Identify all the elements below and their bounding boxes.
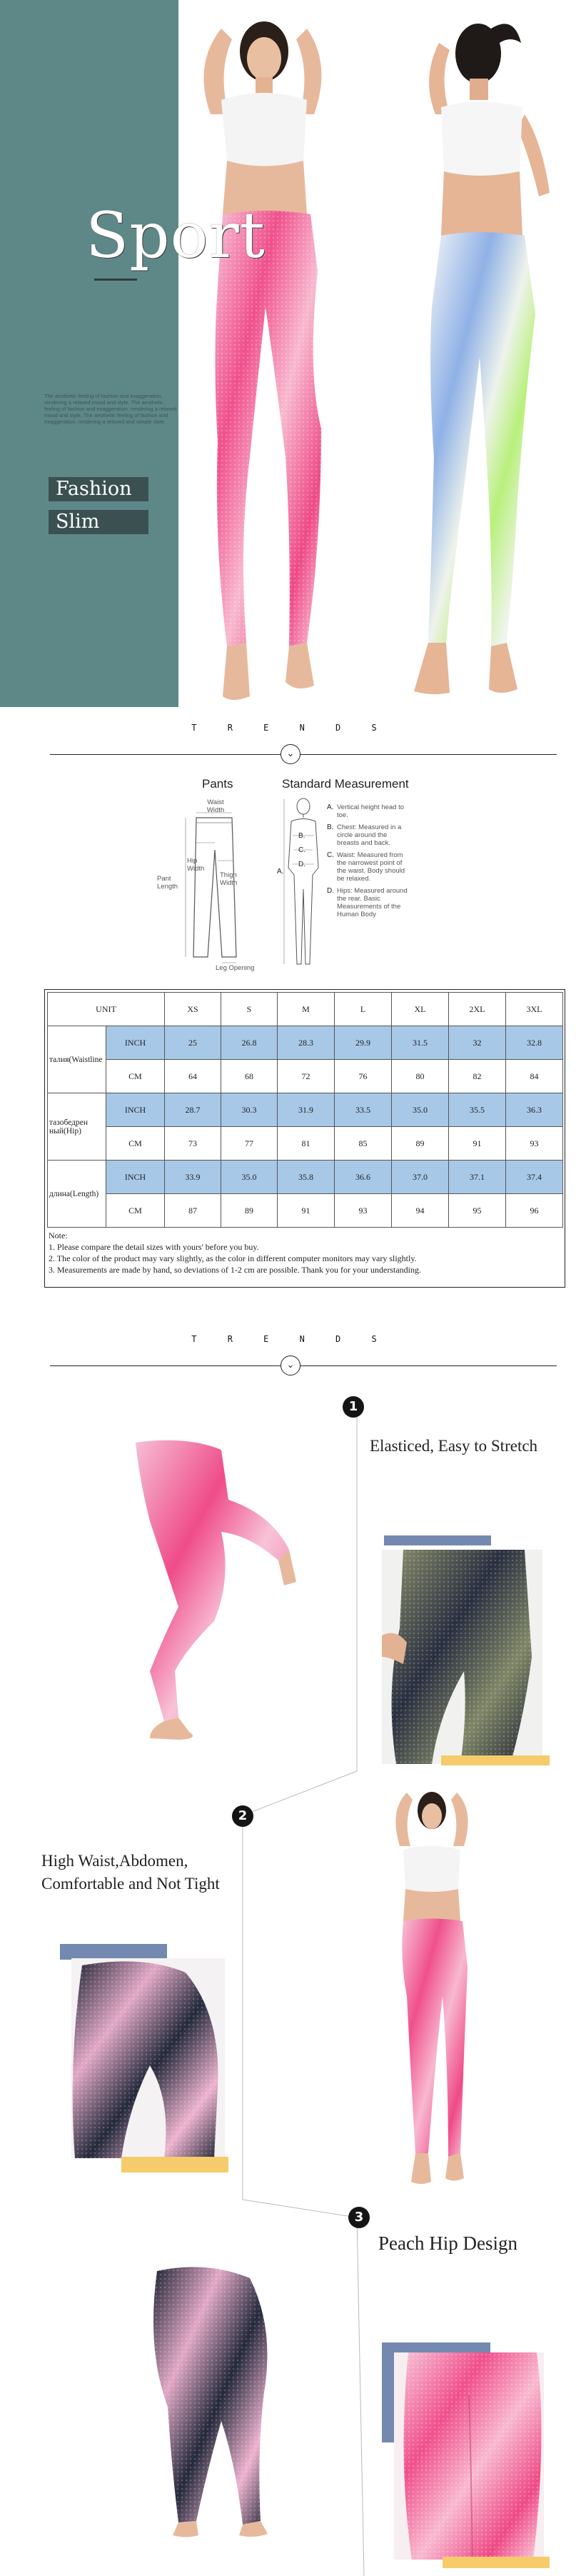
note-line: 1. Please compare the detail sizes with yours' before you buy. xyxy=(49,1242,259,1252)
table-cell: 87 xyxy=(165,1194,221,1228)
table-cell: 82 xyxy=(449,1060,506,1093)
table-row xyxy=(48,1060,563,1093)
note-heading: Note: xyxy=(49,1231,68,1241)
size-header: L xyxy=(335,993,392,1026)
table-row xyxy=(48,1161,563,1194)
table-cell: 28.3 xyxy=(278,1026,335,1060)
waist-width-label: Waist Width xyxy=(206,798,225,814)
decor-bar-blue xyxy=(384,1535,491,1545)
size-header: 3XL xyxy=(506,993,563,1026)
table-cell: 64 xyxy=(165,1060,221,1093)
table-cell: 35.5 xyxy=(449,1093,506,1127)
thigh-width-label: Thigh Width xyxy=(220,871,238,887)
unit-cell: INCH xyxy=(106,1161,165,1194)
table-cell: 94 xyxy=(392,1194,449,1228)
table-cell: 81 xyxy=(278,1127,335,1161)
feature-1-title: Elasticed, Easy to Stretch xyxy=(370,1437,538,1455)
feature-1-model-image xyxy=(107,1435,307,1743)
hero-model-front-image xyxy=(143,0,378,707)
table-cell: 35.0 xyxy=(221,1161,278,1194)
unit-cell: CM xyxy=(106,1194,165,1228)
chevron-down-icon: ⌄ xyxy=(281,744,300,764)
unit-cell: INCH xyxy=(106,1093,165,1127)
size-header: S xyxy=(221,993,278,1026)
table-cell: 37.4 xyxy=(506,1161,563,1194)
table-cell: 32 xyxy=(449,1026,506,1060)
row-group-waist: талия(Waistline xyxy=(48,1026,106,1093)
tag-fashion: Fashion xyxy=(49,477,148,501)
size-chart-notes xyxy=(49,1230,421,1276)
feature-number-3: 3 xyxy=(348,2207,370,2228)
unit-cell: CM xyxy=(106,1060,165,1093)
row-group-length: длина(Length) xyxy=(48,1161,106,1228)
table-cell: 35.8 xyxy=(278,1161,335,1194)
decor-bar-blue xyxy=(382,2342,490,2352)
size-header: XL xyxy=(392,993,449,1026)
hero-title-underline xyxy=(94,279,137,281)
unit-header: UNIT xyxy=(48,993,165,1026)
feature-2-model-image xyxy=(371,1782,492,2189)
measurement-steps xyxy=(327,803,413,918)
table-cell: 91 xyxy=(449,1127,506,1161)
decor-bar-yellow xyxy=(443,2557,550,2568)
body-figure-diagram xyxy=(278,796,328,971)
table-cell: 35.0 xyxy=(392,1093,449,1127)
table-cell: 33.5 xyxy=(335,1093,392,1127)
table-cell: 84 xyxy=(506,1060,563,1093)
size-header: M xyxy=(278,993,335,1026)
table-cell: 93 xyxy=(506,1127,563,1161)
trends-divider-2 xyxy=(50,1365,557,1366)
feature-3-model-image xyxy=(128,2264,293,2539)
tag-slim: Slim xyxy=(49,510,148,534)
letter-a-marker: A. xyxy=(277,868,284,876)
table-cell: 26.8 xyxy=(221,1026,278,1060)
letter-c-marker: C. xyxy=(298,846,305,854)
table-cell: 93 xyxy=(335,1194,392,1228)
table-cell: 37.0 xyxy=(392,1161,449,1194)
table-cell: 72 xyxy=(278,1060,335,1093)
decor-bar-yellow xyxy=(441,1755,550,1765)
table-cell: 68 xyxy=(221,1060,278,1093)
size-header: XS xyxy=(165,993,221,1026)
feature-3-hip-image xyxy=(394,2352,544,2560)
table-cell: 31.5 xyxy=(392,1026,449,1060)
table-cell: 95 xyxy=(449,1194,506,1228)
measurement-step: C. Waist: Measured from the narrowest point of the waist. Body should be relaxed. xyxy=(327,851,405,883)
decor-bar-blue-vertical xyxy=(382,2342,395,2442)
trends-divider-1 xyxy=(50,754,557,755)
table-cell: 80 xyxy=(392,1060,449,1093)
unit-cell: INCH xyxy=(106,1026,165,1060)
hip-width-label: Hip Width xyxy=(187,857,205,873)
chevron-down-icon: ⌄ xyxy=(281,1355,300,1375)
table-row xyxy=(48,1093,563,1127)
table-cell: 31.9 xyxy=(278,1093,335,1127)
letter-d-marker: D. xyxy=(298,861,305,868)
table-cell: 30.3 xyxy=(221,1093,278,1127)
feature-2-title: High Waist,Abdomen, Comfortable and Not Tight xyxy=(41,1852,220,1893)
table-cell: 33.9 xyxy=(165,1161,221,1194)
table-row xyxy=(48,1127,563,1161)
standard-measurement-title: Standard Measurement xyxy=(282,777,409,791)
note-line: 3. Measurements are made by hand, so deviations of 1-2 cm are possible. Thank you for your understanding. xyxy=(49,1265,421,1275)
table-cell: 29.9 xyxy=(335,1026,392,1060)
table-header-row xyxy=(48,993,563,1026)
row-group-hip: тазобедрен ный(Hip) xyxy=(48,1093,106,1161)
feature-2-waist-image xyxy=(71,1958,225,2158)
measurement-step: D. Hips: Measured around the rear. Basic Measurements of the Human Body xyxy=(327,887,408,918)
size-chart-table xyxy=(47,992,563,1228)
decor-bar-yellow xyxy=(121,2157,228,2172)
table-cell: 37.1 xyxy=(449,1161,506,1194)
pant-length-label: Pant Length xyxy=(157,875,178,891)
feature-3-title: Peach Hip Design xyxy=(378,2232,517,2254)
size-header: 2XL xyxy=(449,993,506,1026)
leg-opening-label: Leg Opening xyxy=(216,964,255,972)
table-cell: 96 xyxy=(506,1194,563,1228)
table-cell: 32.8 xyxy=(506,1026,563,1060)
measurement-step: A. Vertical height head to toe. xyxy=(327,803,405,819)
trends-heading-2: T R E N D S xyxy=(191,1334,390,1344)
table-cell: 28.7 xyxy=(165,1093,221,1127)
feature-number-1: 1 xyxy=(343,1396,364,1418)
table-cell: 85 xyxy=(335,1127,392,1161)
table-row xyxy=(48,1026,563,1060)
letter-b-marker: B. xyxy=(298,832,305,840)
hero-title: Sport xyxy=(86,199,266,272)
table-cell: 91 xyxy=(278,1194,335,1228)
hero-description: The aesthetic feeling of fashion and exaggeration, rendering a relaxed mood and style. The aesthetic feeling of fashion and exaggeration, rendering a relaxed mood and style. The aesthetic feeling of fashion and exaggeration, rendering a relaxed and simple style. xyxy=(44,393,177,425)
table-row xyxy=(48,1194,563,1228)
note-line: 2. The color of the product may vary slightly, as the color in different computer monitors may vary slightly. xyxy=(49,1253,417,1263)
decor-bar-blue xyxy=(60,1944,167,1960)
unit-cell: CM xyxy=(106,1127,165,1161)
table-cell: 89 xyxy=(221,1194,278,1228)
table-cell: 36.3 xyxy=(506,1093,563,1127)
table-cell: 73 xyxy=(165,1127,221,1161)
table-cell: 36.6 xyxy=(335,1161,392,1194)
table-cell: 76 xyxy=(335,1060,392,1093)
table-cell: 89 xyxy=(392,1127,449,1161)
feature-number-2: 2 xyxy=(232,1805,253,1827)
table-cell: 77 xyxy=(221,1127,278,1161)
measurement-step: B. Chest: Measured in a circle around the breasts and back. xyxy=(327,823,402,847)
pants-diagram-title: Pants xyxy=(202,777,233,791)
table-cell: 25 xyxy=(165,1026,221,1060)
feature-1-stretch-image xyxy=(382,1550,542,1764)
hero-model-back-image xyxy=(371,0,581,707)
trends-heading-1: T R E N D S xyxy=(191,723,390,733)
